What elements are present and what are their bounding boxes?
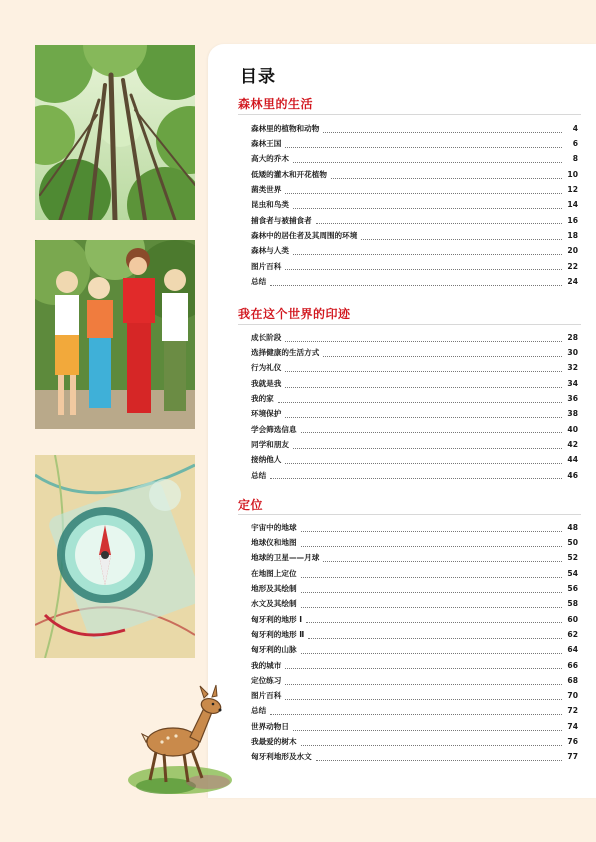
toc-entry-title: 我就是我: [251, 378, 282, 388]
section-heading-forest-life[interactable]: 森林里的生活: [238, 97, 314, 111]
dot-leader: [293, 157, 562, 163]
toc-entry-page-number: 34: [567, 378, 578, 388]
dot-leader: [323, 351, 562, 357]
toc-entry-page-number: 77: [567, 752, 578, 762]
toc-entry-title: 地球仪和地图: [251, 538, 297, 548]
toc-entry[interactable]: [251, 243, 578, 258]
toc-entry-page-number: 56: [567, 584, 578, 594]
toc-entry-title: 图片百科: [251, 691, 282, 701]
toc-entry[interactable]: [251, 437, 578, 452]
toc-entry-title: 总结: [251, 276, 267, 286]
toc-entry-page-number: 74: [567, 721, 578, 731]
dot-leader: [316, 218, 562, 224]
toc-entry[interactable]: [251, 658, 578, 673]
toc-entry-title: 森林中的居住者及其周围的环境: [251, 230, 358, 240]
toc-entry-page-number: 36: [567, 394, 578, 404]
toc-entry-page-number: 24: [567, 276, 578, 286]
toc-entry-page-number: 6: [572, 139, 578, 149]
dot-leader: [323, 556, 562, 562]
toc-entry[interactable]: [251, 468, 578, 483]
toc-entry[interactable]: [251, 422, 578, 437]
toc-entry-page-number: 10: [567, 169, 578, 179]
dot-leader: [285, 694, 562, 700]
dot-leader: [285, 142, 562, 148]
dot-leader: [301, 587, 562, 593]
section-heading-my-imprint[interactable]: 我在这个世界的印迹: [238, 307, 351, 321]
toc-entry[interactable]: [251, 520, 578, 535]
toc-entry-page-number: 22: [567, 261, 578, 271]
dot-leader: [301, 572, 562, 578]
toc-entry-title: 森林与人类: [251, 246, 289, 256]
deer-illustration: [118, 682, 238, 798]
dot-leader: [285, 679, 562, 685]
dot-leader: [270, 280, 562, 286]
toc-entry-page-number: 28: [567, 332, 578, 342]
dot-leader: [285, 336, 562, 342]
toc-entry[interactable]: [251, 719, 578, 734]
dot-leader: [278, 397, 562, 403]
dot-leader: [285, 382, 562, 388]
toc-list-orientation: [251, 520, 578, 765]
toc-entry-page-number: 20: [567, 246, 578, 256]
toc-entry[interactable]: [251, 688, 578, 703]
toc-entry[interactable]: [251, 551, 578, 566]
dot-leader: [285, 366, 562, 372]
toc-entry-title: 低矮的灌木和开花植物: [251, 169, 327, 179]
toc-entry-title: 总结: [251, 470, 267, 480]
toc-entry[interactable]: [251, 274, 578, 289]
toc-entry[interactable]: [251, 182, 578, 197]
toc-entry-title: 菌类世界: [251, 185, 282, 195]
section-divider: [238, 514, 581, 515]
toc-entry-title: 行为礼仪: [251, 363, 282, 373]
toc-entry-page-number: 38: [567, 409, 578, 419]
toc-list-my-imprint: [251, 330, 578, 483]
dot-leader: [316, 755, 562, 761]
dot-leader: [285, 458, 562, 464]
toc-entry-title: 我最爱的树木: [251, 737, 297, 746]
dot-leader: [285, 663, 562, 669]
toc-entry[interactable]: [251, 345, 578, 360]
dot-leader: [285, 188, 562, 194]
toc-entry-page-number: 68: [567, 675, 578, 685]
toc-entry[interactable]: [251, 213, 578, 228]
dot-leader: [301, 648, 562, 654]
toc-entry-page-number: 14: [567, 200, 578, 210]
toc-entry-page-number: 58: [567, 599, 578, 609]
toc-entry-title: 选择健康的生活方式: [251, 348, 320, 358]
page-title: 目录: [240, 67, 276, 87]
dot-leader: [308, 633, 562, 639]
toc-entry-title: 森林里的植物和动物: [251, 123, 320, 133]
toc-entry-title: 地形及其绘制: [251, 584, 297, 594]
toc-entry[interactable]: [251, 596, 578, 611]
dot-leader: [285, 264, 562, 270]
toc-list-forest-life: [251, 121, 578, 289]
dot-leader: [270, 473, 562, 479]
toc-entry-title: 学会筛选信息: [251, 424, 297, 434]
toc-entry-title: 匈牙利的地形 Ⅱ: [251, 629, 305, 639]
toc-entry-title: 定位练习: [251, 675, 282, 685]
toc-entry[interactable]: [251, 452, 578, 467]
toc-entry[interactable]: [251, 734, 578, 749]
toc-entry-title: 捕食者与被捕食者: [251, 215, 312, 225]
toc-entry-title: 环境保护: [251, 409, 282, 419]
dot-leader: [285, 412, 562, 418]
four-girls-photo: [35, 240, 195, 429]
toc-entry[interactable]: [251, 535, 578, 550]
toc-entry-page-number: 66: [567, 660, 578, 670]
toc-entry[interactable]: [251, 152, 578, 167]
toc-entry-page-number: 62: [567, 629, 578, 639]
dot-leader: [361, 234, 562, 240]
toc-entry[interactable]: [251, 121, 578, 136]
toc-entry-page-number: 50: [567, 538, 578, 548]
toc-entry-page-number: 16: [567, 215, 578, 225]
dot-leader: [301, 740, 562, 746]
toc-entry[interactable]: [251, 673, 578, 688]
toc-entry-page-number: 60: [567, 614, 578, 624]
toc-entry-page-number: 4: [572, 123, 578, 133]
dot-leader: [293, 203, 562, 209]
toc-entry[interactable]: [251, 749, 578, 764]
toc-entry-title: 匈牙利的地形 Ⅰ: [251, 614, 303, 624]
toc-entry-title: 宇宙中的地球: [251, 522, 297, 532]
dot-leader: [306, 617, 562, 623]
toc-entry-page-number: 48: [567, 522, 578, 532]
toc-entry-title: 同学和朋友: [251, 439, 289, 449]
toc-entry[interactable]: [251, 136, 578, 151]
toc-entry[interactable]: [251, 361, 578, 376]
dot-leader: [301, 602, 562, 608]
toc-entry-title: 匈牙利的山脉: [251, 645, 297, 655]
dot-leader: [293, 443, 562, 449]
toc-entry[interactable]: [251, 627, 578, 642]
toc-entry-page-number: 54: [567, 568, 578, 578]
toc-entry-page-number: 12: [567, 185, 578, 195]
toc-entry-title: 水文及其绘制: [251, 599, 297, 609]
toc-entry-page-number: 32: [567, 363, 578, 373]
toc-entry-page-number: 46: [567, 470, 578, 480]
toc-entry-title: 总结: [251, 706, 267, 716]
toc-entry-page-number: 44: [567, 455, 578, 465]
toc-entry-page-number: 64: [567, 645, 578, 655]
dot-leader: [331, 173, 562, 179]
toc-entry[interactable]: [251, 259, 578, 274]
toc-entry-page-number: 18: [567, 230, 578, 240]
toc-entry-page-number: 42: [567, 439, 578, 449]
toc-entry-title: 我的城市: [251, 660, 282, 670]
toc-entry-title: 我的家: [251, 394, 274, 404]
toc-entry-title: 昆虫和鸟类: [251, 200, 289, 210]
toc-entry-page-number: 72: [567, 706, 578, 716]
toc-entry-title: 成长阶段: [251, 332, 282, 342]
compass-on-map-photo: [35, 455, 195, 658]
toc-entry[interactable]: [251, 581, 578, 596]
section-divider: [238, 114, 581, 115]
dot-leader: [301, 427, 562, 433]
toc-entry[interactable]: [251, 376, 578, 391]
toc-entry[interactable]: [251, 330, 578, 345]
toc-entry[interactable]: [251, 704, 578, 719]
section-heading-orientation[interactable]: 定位: [238, 498, 264, 512]
toc-entry[interactable]: [251, 391, 578, 406]
dot-leader: [301, 526, 562, 532]
dot-leader: [293, 249, 562, 255]
dot-leader: [323, 127, 562, 133]
toc-entry-title: 接纳他人: [251, 455, 282, 465]
toc-entry[interactable]: [251, 406, 578, 421]
toc-entry-title: 地球的卫星——月球: [251, 553, 320, 563]
toc-entry-title: 森林王国: [251, 139, 282, 149]
dot-leader: [293, 725, 562, 731]
toc-entry[interactable]: [251, 228, 578, 243]
toc-entry-title: 在地图上定位: [251, 568, 297, 578]
toc-entry-title: 图片百科: [251, 261, 282, 271]
toc-entry-title: 世界动物日: [251, 721, 289, 731]
toc-entry-title: 匈牙利地形及水文: [251, 752, 312, 762]
toc-entry-title: 高大的乔木: [251, 154, 289, 164]
dot-leader: [301, 541, 562, 547]
toc-entry[interactable]: [251, 197, 578, 212]
toc-entry-page-number: 8: [572, 154, 578, 164]
toc-entry-page-number: 52: [567, 553, 578, 563]
toc-entry-page-number: 76: [567, 737, 578, 746]
toc-entry[interactable]: [251, 566, 578, 581]
toc-entry-page-number: 30: [567, 348, 578, 358]
toc-entry[interactable]: [251, 612, 578, 627]
section-divider: [238, 324, 581, 325]
dot-leader: [270, 709, 562, 715]
toc-entry[interactable]: [251, 642, 578, 657]
toc-entry-page-number: 40: [567, 424, 578, 434]
toc-entry-page-number: 70: [567, 691, 578, 701]
forest-canopy-photo: [35, 45, 195, 220]
toc-entry[interactable]: [251, 167, 578, 182]
